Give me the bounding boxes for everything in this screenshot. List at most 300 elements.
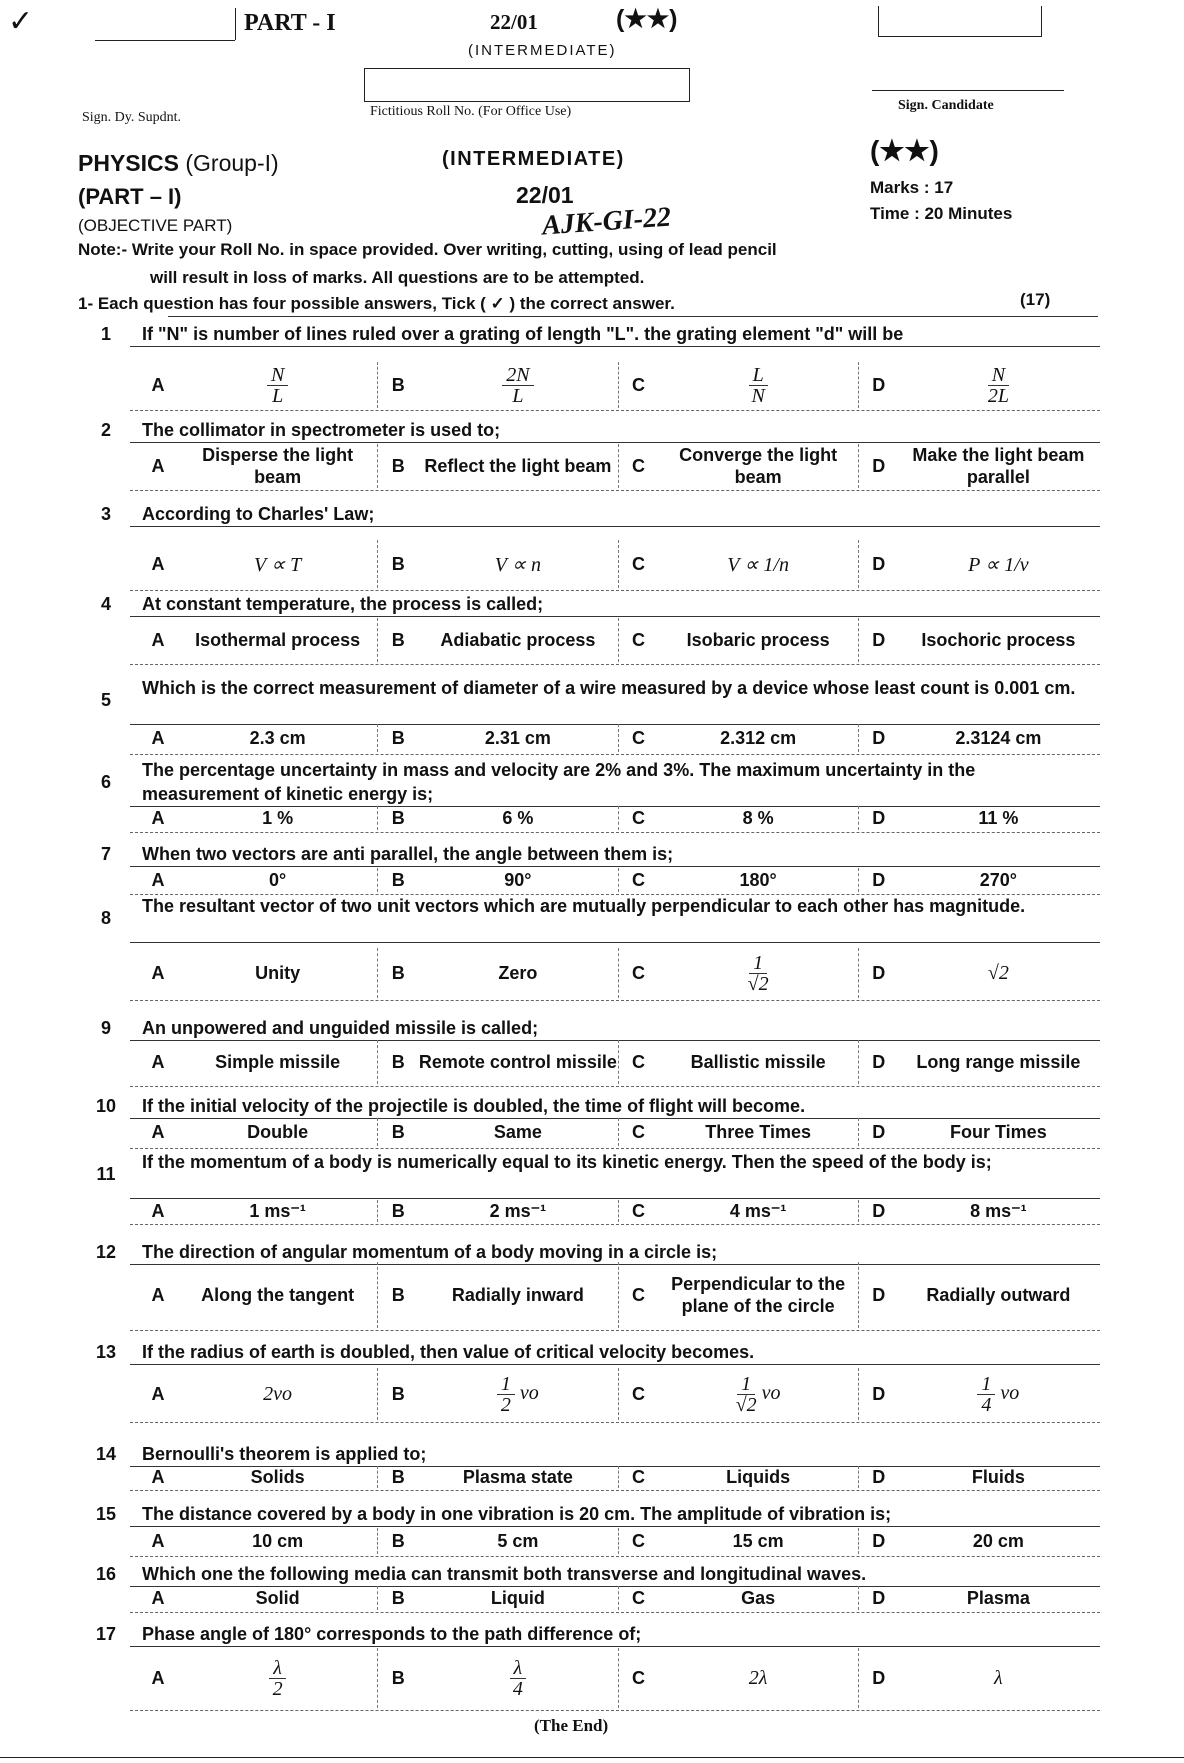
option-a[interactable] (138, 1200, 378, 1222)
option-value: V ∝ T (253, 553, 302, 576)
option-d[interactable] (859, 724, 1098, 752)
option-a[interactable] (138, 1368, 378, 1420)
option-label: D (872, 1530, 886, 1551)
options-row (138, 1118, 1098, 1146)
option-a[interactable] (138, 1466, 378, 1488)
options-row (138, 1528, 1098, 1554)
option-label: B (391, 374, 405, 395)
question-underline (130, 866, 1100, 867)
option-label: D (872, 1121, 886, 1142)
level-top: (INTERMEDIATE) (468, 42, 617, 59)
option-value (178, 365, 377, 406)
option-c[interactable] (619, 1648, 859, 1708)
option-value: Along the tangent (201, 1285, 355, 1305)
option-b[interactable] (378, 1586, 618, 1610)
option-a[interactable] (138, 1262, 378, 1328)
question-underline (130, 1646, 1100, 1647)
question-underline (130, 442, 1100, 443)
option-label: D (872, 455, 886, 476)
option-label: D (872, 553, 886, 574)
option-label: D (872, 1587, 886, 1608)
question-number: 6 (100, 772, 111, 792)
option-value: Same (493, 1122, 542, 1142)
option-label: D (872, 1667, 886, 1688)
option-value: Plasma (966, 1588, 1030, 1608)
question-text: An unpowered and unguided missile is called; (142, 1018, 539, 1038)
option-c[interactable] (619, 868, 859, 892)
question-text: The distance covered by a body in one vibration is 20 cm. The amplitude of vibration is; (142, 1504, 892, 1524)
option-c[interactable] (619, 1118, 859, 1146)
subject-name: PHYSICS (78, 150, 179, 176)
option-d[interactable] (859, 540, 1098, 588)
options-underline (130, 490, 1100, 491)
question-number: 7 (100, 844, 111, 864)
options-underline (130, 1330, 1100, 1331)
question-text: Which one the following media can transmit both transverse and longitudinal waves. (142, 1564, 867, 1584)
option-value: 20 cm (972, 1531, 1024, 1551)
option-label: D (872, 727, 886, 748)
option-d[interactable] (859, 362, 1098, 408)
question-text: According to Charles' Law; (142, 504, 375, 524)
options-underline (130, 410, 1100, 411)
question-number: 8 (100, 908, 111, 928)
option-c[interactable] (619, 1200, 859, 1222)
option-value: 11 % (978, 808, 1019, 828)
option-value: Make the light beam parallel (912, 445, 1085, 487)
option-b[interactable] (378, 1528, 618, 1554)
option-value: Liquid (490, 1588, 545, 1608)
handwritten-code: AJK-GI-22 (541, 201, 673, 242)
marks: Marks : 17 (870, 178, 954, 197)
option-label: C (632, 374, 645, 395)
question-text: If the initial velocity of the projectile is doubled, the time of flight will become. (142, 1096, 806, 1116)
option-label: C (632, 1200, 645, 1221)
options-row (138, 868, 1098, 892)
option-a[interactable] (138, 868, 378, 892)
option-b[interactable] (378, 618, 618, 662)
option-label: C (632, 1051, 645, 1072)
options-underline (130, 1000, 1100, 1001)
stars-top: (★★) (616, 5, 678, 33)
option-label: C (632, 807, 645, 828)
option-label: B (391, 1121, 405, 1142)
option-value (418, 1658, 617, 1699)
option-value: Remote control missile (418, 1052, 617, 1072)
question-number: 14 (95, 1444, 117, 1464)
option-a[interactable] (138, 1040, 378, 1084)
title-level: (INTERMEDIATE) (442, 148, 625, 170)
options-row (138, 444, 1098, 488)
option-c[interactable] (619, 1528, 859, 1554)
options-row (138, 1648, 1098, 1708)
question-number: 2 (100, 420, 111, 440)
question-text: If the momentum of a body is numerically equal to its kinetic energy. Then the speed of the body is; (142, 1152, 992, 1172)
option-d[interactable] (859, 948, 1098, 998)
options-row (138, 1262, 1098, 1328)
question-text: If "N" is number of lines ruled over a grating of length "L". the grating element "d" will be (142, 324, 904, 344)
option-value (659, 953, 858, 994)
option-label: A (151, 1667, 165, 1688)
options-underline (130, 754, 1100, 755)
question-underline (130, 1364, 1100, 1365)
option-label: D (872, 1383, 886, 1404)
footer-end: (The End) (534, 1716, 609, 1735)
note-line-1: Note:- Write your Roll No. in space provided. Over writing, cutting, using of lead pencil (78, 240, 777, 259)
option-value: Double (247, 1122, 309, 1142)
option-label: B (391, 1383, 405, 1404)
option-b[interactable] (378, 1040, 618, 1084)
question-underline (130, 346, 1100, 347)
option-b[interactable] (378, 1466, 618, 1488)
option-a[interactable] (138, 540, 378, 588)
option-value: 8 % (742, 808, 774, 828)
options-underline (130, 1556, 1100, 1557)
option-a[interactable] (138, 948, 378, 998)
option-label: A (151, 629, 165, 650)
options-underline (130, 1224, 1100, 1225)
option-value: Fluids (971, 1467, 1025, 1487)
options-row (138, 362, 1098, 408)
options-underline (130, 1422, 1100, 1423)
option-value: Unity (255, 963, 301, 983)
candidate-sign-line (872, 90, 1064, 91)
question-text: If the radius of earth is doubled, then value of critical velocity becomes. (142, 1342, 755, 1362)
note-line-2: will result in loss of marks. All questions are to be attempted. (150, 268, 645, 287)
option-c[interactable] (619, 948, 859, 998)
option-c[interactable] (619, 618, 859, 662)
options-underline (130, 1086, 1100, 1087)
option-value: 2.312 cm (720, 728, 797, 748)
option-value: P ∝ 1/v (968, 553, 1029, 576)
part-label: PART - I (244, 10, 336, 36)
option-label: D (872, 1284, 886, 1305)
options-row (138, 948, 1098, 998)
option-value: 8 ms⁻¹ (970, 1201, 1027, 1221)
option-c[interactable] (619, 1040, 859, 1084)
fraction: $\frac{\lambda}{4}$ (510, 1658, 527, 1699)
option-value: 5 cm (497, 1531, 539, 1551)
option-label: D (872, 374, 886, 395)
option-value: 10 cm (252, 1531, 304, 1551)
option-label: D (872, 869, 886, 890)
option-value: V ∝ n (494, 553, 541, 576)
options-row (138, 1200, 1098, 1222)
option-value: 1 ms⁻¹ (249, 1201, 306, 1221)
fraction: $\frac{2N}{L}$ (502, 365, 533, 406)
question-text: When two vectors are anti parallel, the angle between them is; (142, 844, 674, 864)
option-b[interactable] (378, 806, 618, 830)
option-value: $\frac{1}{√2}$ vo (735, 1372, 781, 1416)
option-label: B (391, 629, 405, 650)
subject-title (78, 150, 279, 177)
option-b[interactable] (378, 1118, 618, 1146)
option-value: Four Times (950, 1122, 1047, 1142)
option-b[interactable] (378, 1648, 618, 1708)
option-label: D (872, 962, 886, 983)
option-d[interactable] (859, 1118, 1098, 1146)
option-c[interactable] (619, 724, 859, 752)
option-label: A (151, 1284, 165, 1305)
fraction: $\frac{1}{√2}$ (747, 951, 769, 995)
options-underline (130, 832, 1100, 833)
option-c[interactable] (619, 1368, 859, 1420)
option-value: Long range missile (916, 1052, 1081, 1072)
option-value: 1 % (262, 808, 294, 828)
option-value: 270° (979, 870, 1017, 890)
fraction: $\frac{1}{4}$ (977, 1374, 995, 1415)
option-value: 2.3124 cm (955, 728, 1042, 748)
option-a[interactable] (138, 1586, 378, 1610)
options-row (138, 1368, 1098, 1420)
option-value (178, 1658, 377, 1699)
option-c[interactable] (619, 444, 859, 488)
option-label: C (632, 1284, 645, 1305)
option-a[interactable] (138, 618, 378, 662)
option-label: B (391, 1284, 405, 1305)
options-underline (130, 1148, 1100, 1149)
question-underline (130, 942, 1100, 943)
question-text: The percentage uncertainty in mass and velocity are 2% and 3%. The maximum uncertainty in the measurement of kinetic energy is; (142, 760, 976, 804)
option-value: 6 % (502, 808, 534, 828)
options-underline (130, 590, 1100, 591)
option-b[interactable] (378, 1368, 618, 1420)
options-underline (130, 664, 1100, 665)
option-value: 90° (504, 870, 532, 890)
option-value: 2λ (748, 1666, 768, 1689)
option-label: A (151, 374, 165, 395)
question-number: 10 (95, 1096, 117, 1116)
question-number: 11 (96, 1164, 116, 1184)
option-label: B (391, 1530, 405, 1551)
option-label: C (632, 1530, 645, 1551)
option-a[interactable] (138, 724, 378, 752)
option-label: B (391, 727, 405, 748)
option-label: A (151, 962, 165, 983)
question-number: 15 (95, 1504, 117, 1524)
option-value: $\frac{1}{2}$ vo (418, 1374, 617, 1415)
options-row (138, 1586, 1098, 1610)
option-b[interactable] (378, 724, 618, 752)
question-number: 5 (100, 690, 111, 710)
options-row (138, 1040, 1098, 1084)
option-a[interactable] (138, 362, 378, 408)
option-d[interactable] (859, 444, 1098, 488)
total-marks: (17) (1020, 290, 1051, 309)
option-value: Zero (498, 963, 538, 983)
option-label: B (391, 962, 405, 983)
fraction: $\frac{N}{L}$ (267, 365, 288, 406)
option-value: Simple missile (215, 1052, 341, 1072)
option-label: A (151, 1587, 165, 1608)
option-label: B (391, 1200, 405, 1221)
option-c[interactable] (619, 540, 859, 588)
option-d[interactable] (859, 1528, 1098, 1554)
option-c[interactable] (619, 1586, 859, 1610)
option-d[interactable] (859, 1040, 1098, 1084)
question-number: 13 (95, 1342, 117, 1362)
option-label: D (872, 807, 886, 828)
option-label: C (632, 455, 645, 476)
option-d[interactable] (859, 1466, 1098, 1488)
option-value: Three Times (705, 1122, 811, 1142)
option-d[interactable] (859, 1200, 1098, 1222)
option-c[interactable] (619, 362, 859, 408)
option-label: C (632, 629, 645, 650)
option-label: A (151, 455, 165, 476)
option-value (899, 365, 1098, 406)
option-value: Radially inward (451, 1285, 584, 1305)
question-text: Bernoulli's theorem is applied to; (142, 1444, 427, 1464)
option-label: A (151, 1530, 165, 1551)
option-d[interactable] (859, 618, 1098, 662)
serial-box[interactable] (878, 6, 1042, 37)
option-b[interactable] (378, 1262, 618, 1328)
option-value: 180° (739, 870, 777, 890)
option-label: A (151, 1466, 165, 1487)
option-label: B (391, 869, 405, 890)
options-underline (130, 1490, 1100, 1491)
option-c[interactable] (619, 806, 859, 830)
roll-box-left-bar (235, 8, 236, 40)
question-number: 4 (100, 594, 111, 614)
option-d[interactable] (859, 1368, 1098, 1420)
time: Time : 20 Minutes (870, 204, 1013, 223)
option-value: Reflect the light beam (424, 456, 612, 476)
option-value: Solid (255, 1588, 300, 1608)
fictitious-roll-label: Fictitious Roll No. (For Office Use) (370, 104, 572, 119)
option-label: A (151, 807, 165, 828)
options-row (138, 618, 1098, 662)
option-value: Gas (741, 1588, 776, 1608)
fraction: $\frac{1}{2}$ (497, 1374, 515, 1415)
option-label: A (151, 1121, 165, 1142)
title-stars: (★★) (870, 135, 939, 166)
question-underline (130, 526, 1100, 527)
option-label: C (632, 1587, 645, 1608)
options-underline (130, 1710, 1100, 1711)
option-label: B (391, 1667, 405, 1688)
option-value: 2 ms⁻¹ (489, 1201, 547, 1221)
subject-group: (Group-I) (185, 150, 279, 176)
sign-candidate: Sign. Candidate (898, 98, 994, 113)
option-value: 4 ms⁻¹ (729, 1201, 787, 1221)
option-b[interactable] (378, 1200, 618, 1222)
sign-supdt: Sign. Dy. Supdnt. (82, 110, 182, 125)
fraction: $\frac{N}{2L}$ (987, 363, 1009, 407)
option-value (418, 365, 617, 406)
option-label: C (632, 962, 645, 983)
option-value: Plasma state (462, 1467, 573, 1487)
fraction: $\frac{1}{√2}$ (735, 1372, 757, 1416)
option-c[interactable] (619, 1466, 859, 1488)
option-value: Liquids (726, 1467, 791, 1487)
option-value: Adiabatic process (440, 630, 596, 650)
option-a[interactable] (138, 1528, 378, 1554)
option-b[interactable] (378, 948, 618, 998)
question-text: The direction of angular momentum of a body moving in a circle is; (142, 1242, 718, 1262)
option-value: Isobaric process (686, 630, 830, 650)
option-b[interactable] (378, 868, 618, 892)
option-label: C (632, 1383, 645, 1404)
option-d[interactable] (859, 806, 1098, 830)
option-label: C (632, 869, 645, 890)
option-a[interactable] (138, 1118, 378, 1146)
question-number: 12 (95, 1242, 117, 1262)
option-d[interactable] (859, 1262, 1098, 1328)
title-code: 22/01 (516, 182, 574, 208)
options-row (138, 724, 1098, 752)
option-value: 0° (269, 870, 287, 890)
option-value: Perpendicular to the plane of the circle (671, 1274, 846, 1316)
option-value: Converge the light beam (679, 445, 838, 487)
option-label: C (632, 1466, 645, 1487)
option-label: D (872, 1466, 886, 1487)
title-part: (PART – I) (78, 184, 182, 209)
option-label: C (632, 727, 645, 748)
option-d[interactable] (859, 868, 1098, 892)
option-value: Disperse the light beam (202, 445, 354, 487)
paper-code: 22/01 (490, 10, 538, 34)
option-d[interactable] (859, 1586, 1098, 1610)
option-label: A (151, 1051, 165, 1072)
options-row (138, 1466, 1098, 1488)
option-a[interactable] (138, 1648, 378, 1708)
option-label: A (151, 869, 165, 890)
instruction-underline (168, 316, 1098, 317)
options-underline (130, 1612, 1100, 1613)
option-label: B (391, 455, 405, 476)
option-label: D (872, 629, 886, 650)
question-number: 1 (100, 324, 111, 344)
question-text: The collimator in spectrometer is used to; (142, 420, 501, 440)
option-value: 2vo (263, 1382, 293, 1405)
option-label: C (632, 553, 645, 574)
option-value (659, 365, 858, 406)
options-row (138, 540, 1098, 588)
option-label: B (391, 1466, 405, 1487)
footer-line (0, 1757, 1184, 1758)
option-label: D (872, 1051, 886, 1072)
question-text: At constant temperature, the process is called; (142, 594, 544, 614)
option-value: Ballistic missile (690, 1052, 826, 1072)
option-label: B (391, 1587, 405, 1608)
roll-box-left[interactable] (95, 40, 235, 41)
option-label: B (391, 807, 405, 828)
question-text: Phase angle of 180° corresponds to the path difference of; (142, 1624, 642, 1644)
option-d[interactable] (859, 1648, 1098, 1708)
option-a[interactable] (138, 444, 378, 488)
question-number: 9 (100, 1018, 111, 1038)
objective-part: (OBJECTIVE PART) (78, 216, 233, 235)
option-value: 2.3 cm (249, 728, 306, 748)
option-c[interactable] (619, 1262, 859, 1328)
question-underline (130, 1526, 1100, 1527)
option-label: A (151, 727, 165, 748)
option-b[interactable] (378, 540, 618, 588)
option-a[interactable] (138, 806, 378, 830)
option-label: B (391, 553, 405, 574)
tick-mark: ✓ (8, 5, 34, 38)
option-b[interactable] (378, 362, 618, 408)
question-text: The resultant vector of two unit vectors which are mutually perpendicular to each other has magnitude. (142, 896, 1026, 916)
fictitious-roll-box[interactable] (364, 68, 690, 102)
option-label: C (632, 1121, 645, 1142)
option-value: 15 cm (732, 1531, 784, 1551)
option-label: B (391, 1051, 405, 1072)
option-value: V ∝ 1/n (727, 553, 789, 576)
fraction: $\frac{\lambda}{2}$ (269, 1658, 286, 1699)
option-b[interactable] (378, 444, 618, 488)
